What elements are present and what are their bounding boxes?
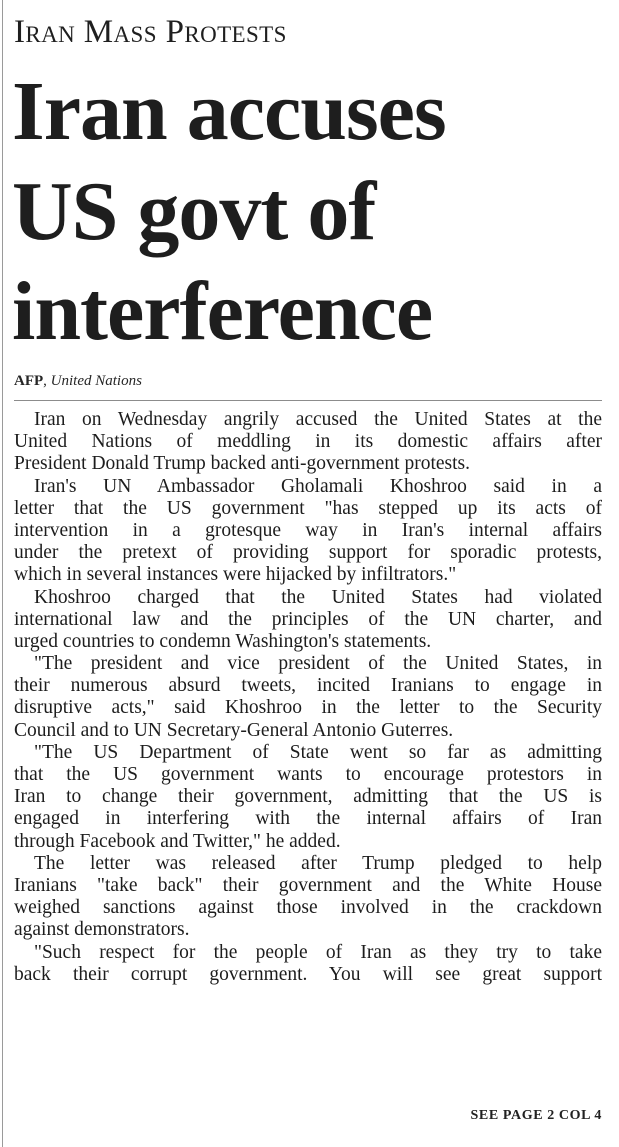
text-line: "The US Department of State went so far as admitting [34,741,602,763]
headline-line: Iran accuses [12,65,446,158]
paragraph [14,853,602,942]
text-line: Khoshroo charged that the United States had violated [34,586,602,608]
byline-dateline: United Nations [50,373,142,389]
text-line: their numerous absurd tweets, incited Iranians to engage in [14,675,602,697]
text-line: intervention in a grotesque way in Iran's internal affairs [14,519,602,541]
text-line: against demonstrators. [14,919,190,941]
text-line: Council and to UN Secretary-General Antonio Guterres. [14,719,454,741]
text-line: urged countries to condemn Washington's statements. [14,630,432,652]
text-line: through Facebook and Twitter," he added. [14,830,341,852]
text-line: which in several instances were hijacked by infiltrators." [14,564,457,586]
column-rule [2,0,3,1147]
article-body [14,409,602,986]
byline-agency: AFP [14,373,44,389]
text-line: weighed sanctions against those involved in the crackdown [14,897,602,919]
text-line: international law and the principles of the UN charter, and [14,608,602,630]
text-line: The letter was released after Trump pledged to help [34,852,602,874]
text-line: Iran's UN Ambassador Gholamali Khoshroo said in a [34,475,602,497]
section-kicker: Iran Mass Protests [14,14,287,50]
text-line: engaged in interfering with the internal affairs of Iran [14,808,602,830]
text-line: Iranians "take back" their government and the White House [14,874,602,896]
headline-line: US govt of [12,165,376,258]
text-line: "Such respect for the people of Iran as they try to take [34,941,602,963]
paragraph [14,587,602,654]
paragraph [14,742,602,853]
headline-line: interference [12,265,433,358]
byline [14,371,142,391]
byline-separator: , [43,373,47,389]
text-line: back their corrupt government. You will see great support [14,963,602,985]
continued-jump-line: SEE PAGE 2 COL 4 [470,1108,602,1123]
text-line: under the pretext of providing support for sporadic protests, [14,542,602,564]
text-line: disruptive acts," said Khoshroo in the letter to the Security [14,697,602,719]
paragraph [14,942,602,986]
byline-divider [14,400,602,401]
text-line: "The president and vice president of the United States, in [34,653,602,675]
paragraph [14,653,602,742]
text-line: Iran to change their government, admitting that the US is [14,786,602,808]
text-line: President Donald Trump backed anti-government protests. [14,453,471,475]
text-line: that the US government wants to encourage protestors in [14,764,602,785]
text-line: United Nations of meddling in its domestic affairs after [14,431,602,453]
text-line: Iran on Wednesday angrily accused the United States at the [34,409,602,430]
paragraph [14,476,602,587]
headline [12,62,612,362]
paragraph [14,409,602,476]
text-line: letter that the US government "has stepped up its acts of [14,497,602,519]
